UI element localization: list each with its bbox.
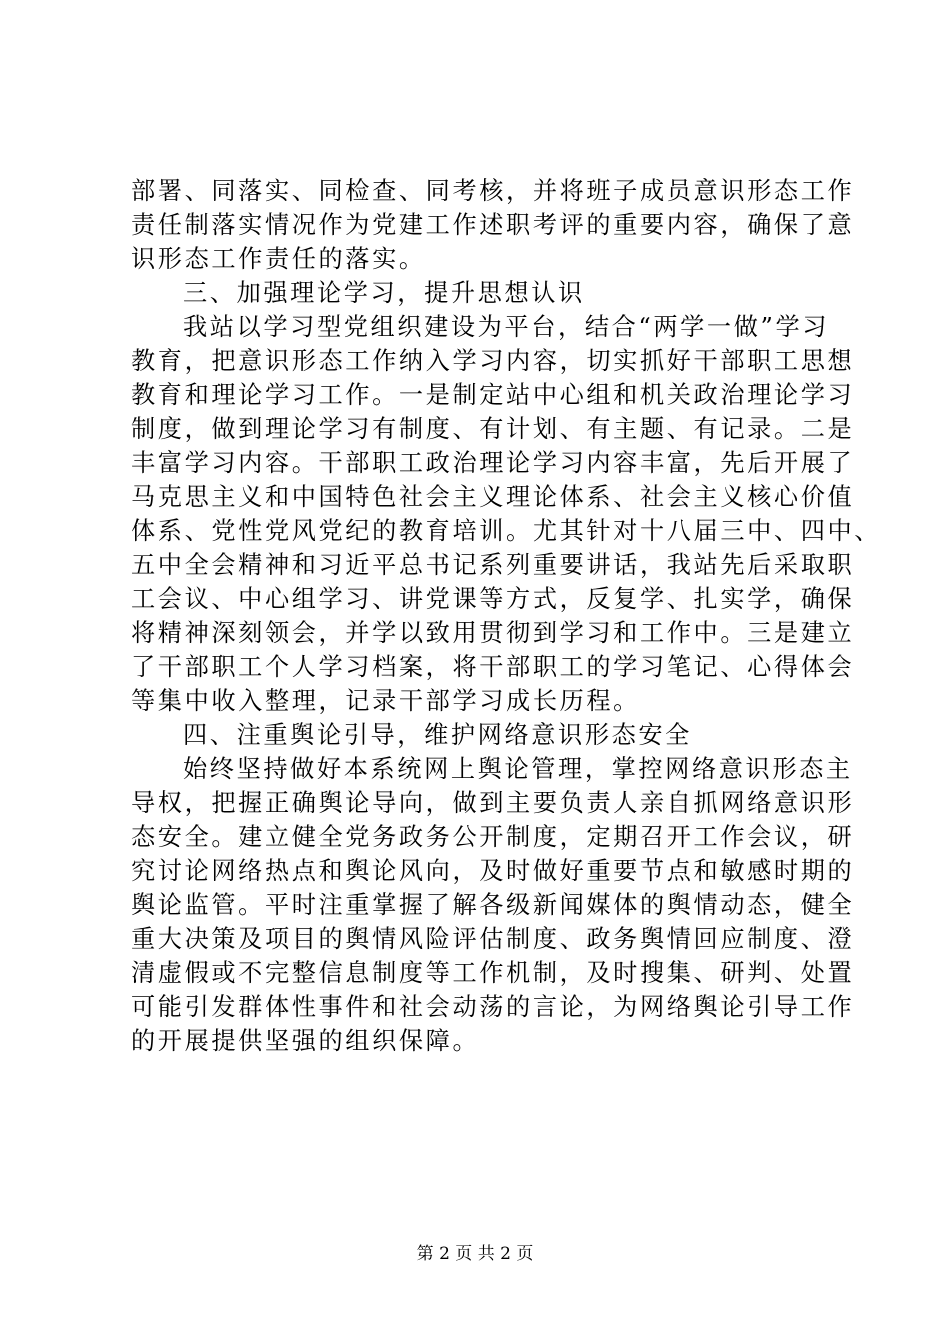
body-line: 丰富学习内容。干部职工政治理论学习内容丰富，先后开展了 [131, 449, 855, 477]
body-line: 教育和理论学习工作。一是制定站中心组和机关政治理论学习 [131, 381, 855, 409]
body-line: 识形态工作责任的落实。 [131, 245, 426, 273]
body-line: 究讨论网络热点和舆论风向，及时做好重要节点和敏感时期的 [131, 857, 855, 885]
body-line: 重大决策及项目的舆情风险评估制度、政务舆情回应制度、澄 [131, 925, 855, 953]
body-line: 工会议、中心组学习、讲党课等方式，反复学、扎实学，确保 [131, 585, 855, 613]
body-line: 态安全。建立健全党务政务公开制度，定期召开工作会议，研 [131, 823, 855, 851]
paragraph-start-line: 始终坚持做好本系统网上舆论管理，掌控网络意识形态主 [183, 755, 853, 783]
body-line: 可能引发群体性事件和社会动荡的言论，为网络舆论引导工作 [131, 993, 855, 1021]
body-line: 体系、党性党风党纪的教育培训。尤其针对十八届三中、四中、 [131, 517, 882, 545]
page-number-footer: 第 2 页 共 2 页 [416, 1244, 534, 1264]
body-line: 舆论监管。平时注重掌握了解各级新闻媒体的舆情动态，健全 [131, 891, 855, 919]
body-line: 五中全会精神和习近平总书记系列重要讲话，我站先后采取职 [131, 551, 855, 579]
body-line: 将精神深刻领会，并学以致用贯彻到学习和工作中。三是建立 [131, 619, 855, 647]
body-line: 马克思主义和中国特色社会主义理论体系、社会主义核心价值 [131, 483, 855, 511]
body-line: 制度，做到理论学习有制度、有计划、有主题、有记录。二是 [131, 415, 855, 443]
paragraph-start-line: 我站以学习型党组织建设为平台，结合“两学一做”学习 [183, 313, 830, 341]
body-line: 了干部职工个人学习档案，将干部职工的学习笔记、心得体会 [131, 653, 855, 681]
body-line: 导权，把握正确舆论导向，做到主要负责人亲自抓网络意识形 [131, 789, 855, 817]
body-line: 清虚假或不完整信息制度等工作机制，及时搜集、研判、处置 [131, 959, 855, 987]
section-heading: 四、注重舆论引导，维护网络意识形态安全 [183, 721, 692, 749]
body-line: 责任制落实情况作为党建工作述职考评的重要内容，确保了意 [131, 211, 855, 239]
body-line: 的开展提供坚强的组织保障。 [131, 1027, 480, 1055]
document-body [131, 174, 882, 1058]
body-line: 部署、同落实、同检查、同考核，并将班子成员意识形态工作 [131, 177, 855, 205]
body-line: 等集中收入整理，记录干部学习成长历程。 [131, 687, 640, 715]
section-heading: 三、加强理论学习，提升思想认识 [183, 279, 585, 307]
body-line: 教育，把意识形态工作纳入学习内容，切实抓好干部职工思想 [131, 347, 855, 375]
